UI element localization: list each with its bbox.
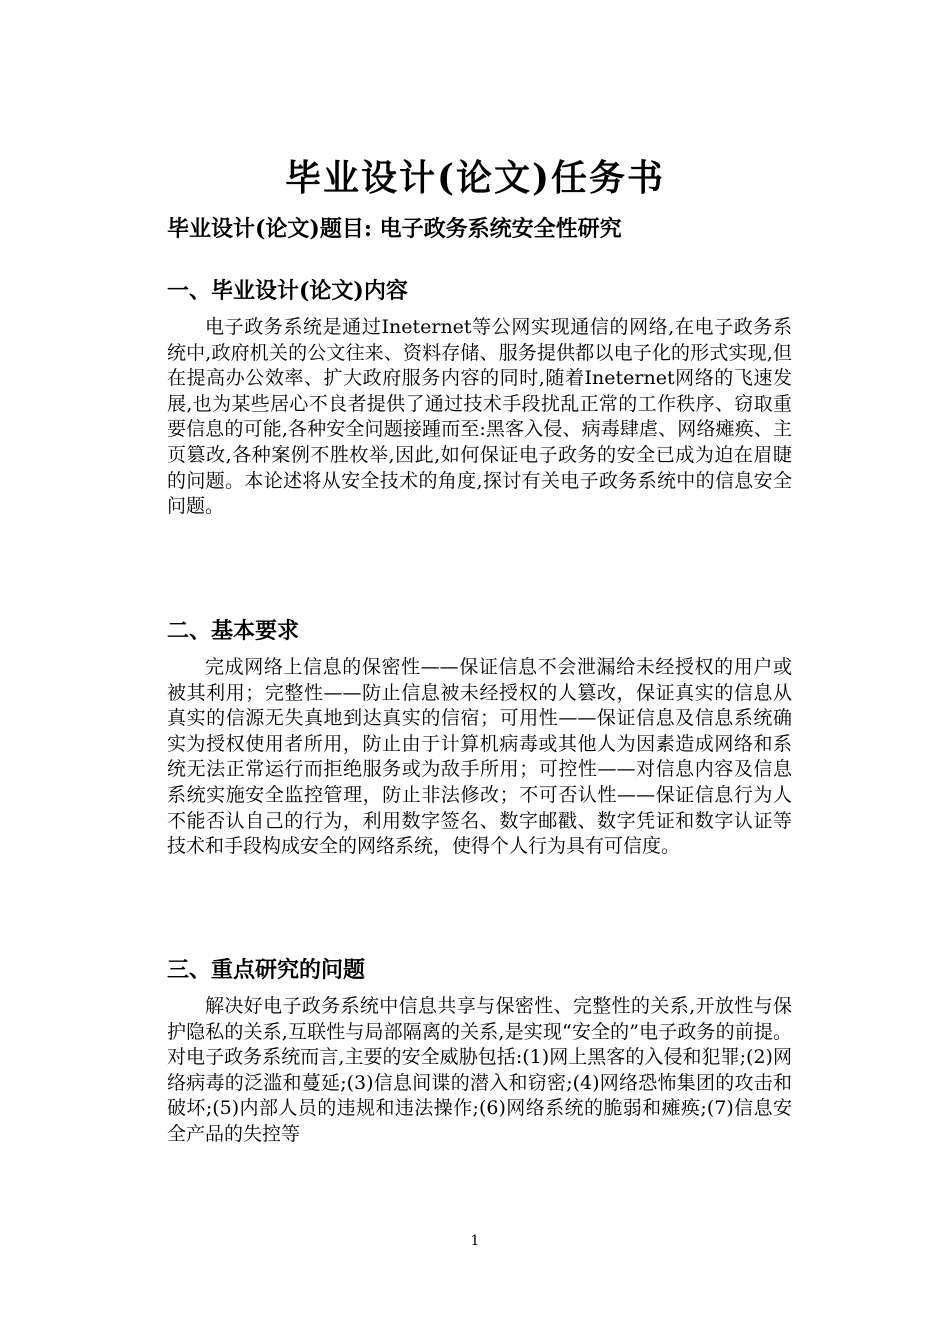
section-heading-key-issues: 三、重点研究的问题 [167,957,366,983]
section-heading-requirements: 二、基本要求 [167,618,300,644]
thesis-topic: 毕业设计(论文)题目: 电子政务系统安全性研究 [167,216,622,242]
section-body-requirements: 完成网络上信息的保密性——保证信息不会泄漏给未经授权的用户或被其利用；完整性——防止信息被未经授权的人篡改，保证真实的信息从真实的信源无失真地到达真实的信宿；可用性——保证信息及信息系统确实为授权使用者所用，防止由于计算机病毒或其他人为因素造成网络和系统无法正常运行而拒绝服务或为敌手所用；可控性——对信息内容及信息系统实施安全监控管理，防止非法修改；不可否认性——保证信息行为人不能否认自己的行为，利用数字签名、数字邮戳、数字凭证和数字认证等技术和手段构成安全的网络系统，使得个人行为具有可信度。 [167,656,792,858]
page-title: 毕业设计(论文)任务书 [284,157,666,199]
page-number: 1 [470,1233,480,1249]
section-body-key-issues: 解决好电子政务系统中信息共享与保密性、完整性的关系,开放性与保护隐私的关系,互联性与局部隔离的关系,是实现“安全的”电子政务的前提。对电子政务系统而言,主要的安全威胁包括:(1)网上黑客的入侵和犯罪;(2)网络病毒的泛滥和蔓延;(3)信息间谍的潜入和窃密;(4)网络恐怖集团的攻击和破坏;(5)内部人员的违规和违法操作;(6)网络系统的脆弱和瘫痪;(7)信息安全产品的失控等 [167,995,792,1145]
section-heading-content: 一、毕业设计(论文)内容 [167,278,408,304]
section-body-content: 电子政务系统是通过Ineternet等公网实现通信的网络,在电子政务系统中,政府机关的公文往来、资料存储、服务提供都以电子化的形式实现,但在提高办公效率、扩大政府服务内容的同时,随着Ineternet网络的飞速发展,也为某些居心不良者提供了通过技术手段扰乱正常的工作秩序、窃取重要信息的可能,各种安全问题接踵而至:黑客入侵、病毒肆虐、网络瘫痪、主页篡改,各种案例不胜枚举,因此,如何保证电子政务的安全已成为迫在眉睫的问题。本论述将从安全技术的角度,探讨有关电子政务系统中的信息安全问题。 [167,316,792,518]
